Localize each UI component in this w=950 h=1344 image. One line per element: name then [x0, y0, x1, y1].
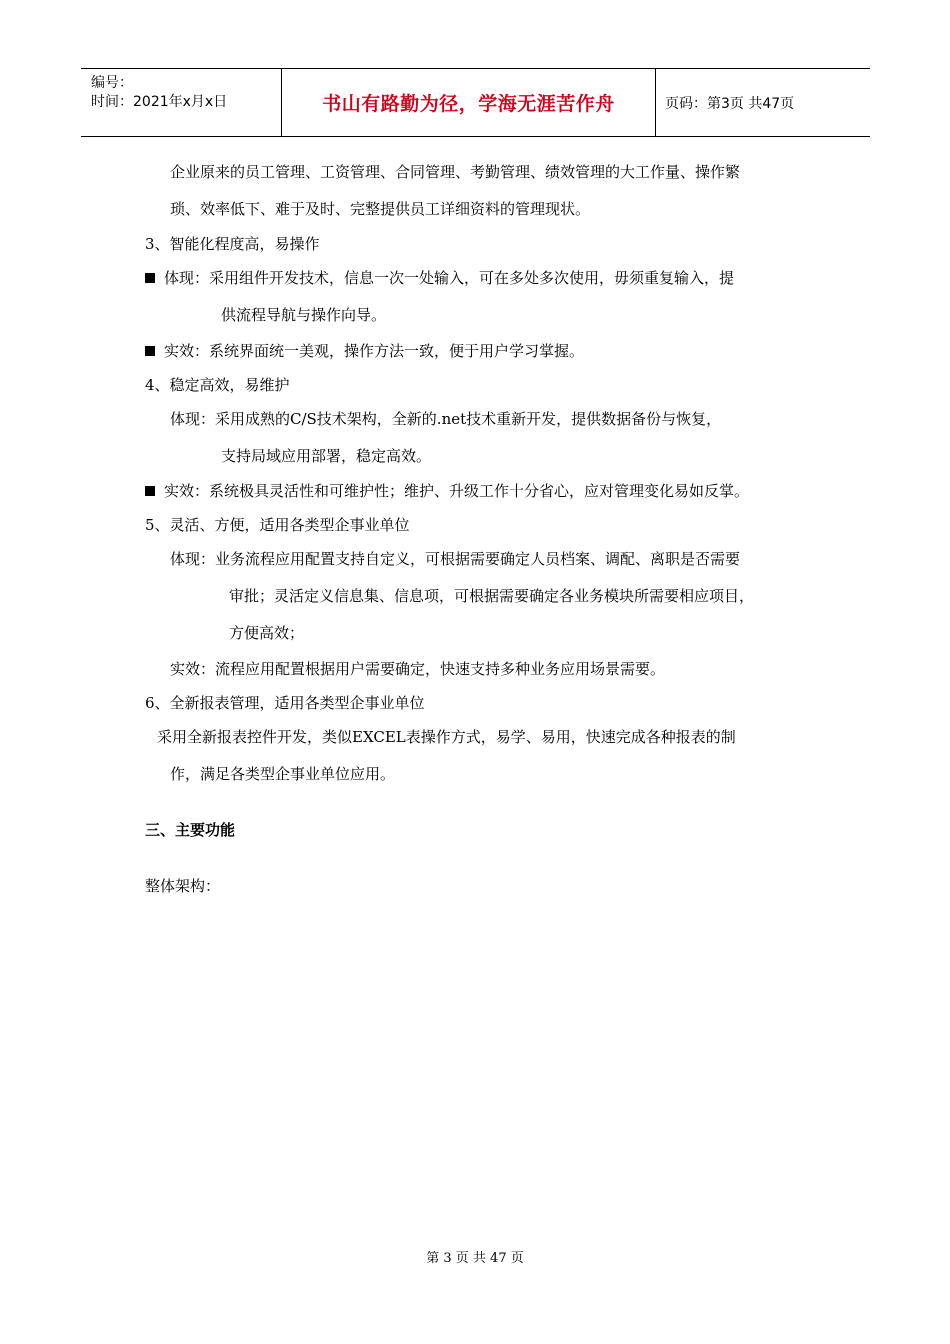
square-bullet-icon: [145, 486, 155, 496]
body-line: 方便高效；: [229, 624, 305, 642]
bullet-item: [145, 481, 749, 501]
header-meta: [81, 69, 281, 136]
header-motto-cell: [281, 69, 656, 136]
document-header: [81, 68, 870, 137]
architecture-label: 整体架构：: [145, 877, 221, 895]
square-bullet-icon: [145, 273, 155, 283]
section-heading: 三、主要功能: [145, 821, 236, 839]
bullet-text: 实效：系统界面统一美观，操作方法一致，便于用户学习掌握。: [164, 342, 585, 360]
header-motto: 书山有路勤为径，学海无涯苦作舟: [322, 93, 615, 115]
body-line: 作，满足各类型企事业单位应用。: [170, 765, 396, 783]
doc-number-label: 编号：: [91, 75, 133, 91]
square-bullet-icon: [145, 346, 155, 356]
page-footer: 第 3 页 共 47 页: [426, 1251, 524, 1266]
header-page-info: 页码：第3页 共47页: [665, 95, 795, 112]
item-heading-6: 6、全新报表管理，适用各类型企事业单位: [145, 694, 425, 712]
body-line: 实效：流程应用配置根据用户需要确定，快速支持多种业务应用场景需要。: [170, 660, 666, 678]
bullet-text: 实效：系统极具灵活性和可维护性；维护、升级工作十分省心，应对管理变化易如反掌。: [164, 482, 750, 500]
item-heading-4: 4、稳定高效，易维护: [145, 376, 290, 394]
body-line: 支持局域应用部署，稳定高效。: [221, 447, 432, 465]
body-line: 琐、效率低下、难于及时、完整提供员工详细资料的管理现状。: [170, 200, 591, 218]
body-line: 企业原来的员工管理、工资管理、合同管理、考勤管理、绩效管理的大工作量、操作繁: [170, 163, 741, 181]
item-heading-5: 5、灵活、方便，适用各类型企事业单位: [145, 516, 410, 534]
item-heading-3: 3、智能化程度高，易操作: [145, 235, 320, 253]
bullet-text: 体现：采用组件开发技术，信息一次一处输入，可在多处多次使用，毋须重复输入，提: [164, 269, 735, 287]
body-line: 采用全新报表控件开发，类似EXCEL表操作方式，易学、易用，快速完成各种报表的制: [157, 728, 736, 746]
body-line: 体现：业务流程应用配置支持自定义，可根据需要确定人员档案、调配、离职是否需要: [170, 550, 741, 568]
header-page-cell: [655, 69, 870, 136]
body-line: 体现：采用成熟的C/S技术架构，全新的.net技术重新开发，提供数据备份与恢复，: [170, 410, 722, 428]
bullet-item: [145, 341, 584, 361]
body-line: 审批；灵活定义信息集、信息项，可根据需要确定各业务模块所需要相应项目，: [229, 587, 755, 605]
body-line: 供流程导航与操作向导。: [221, 306, 387, 324]
bullet-item: [145, 268, 734, 288]
doc-time-label: 时间：2021年x月x日: [91, 94, 228, 110]
